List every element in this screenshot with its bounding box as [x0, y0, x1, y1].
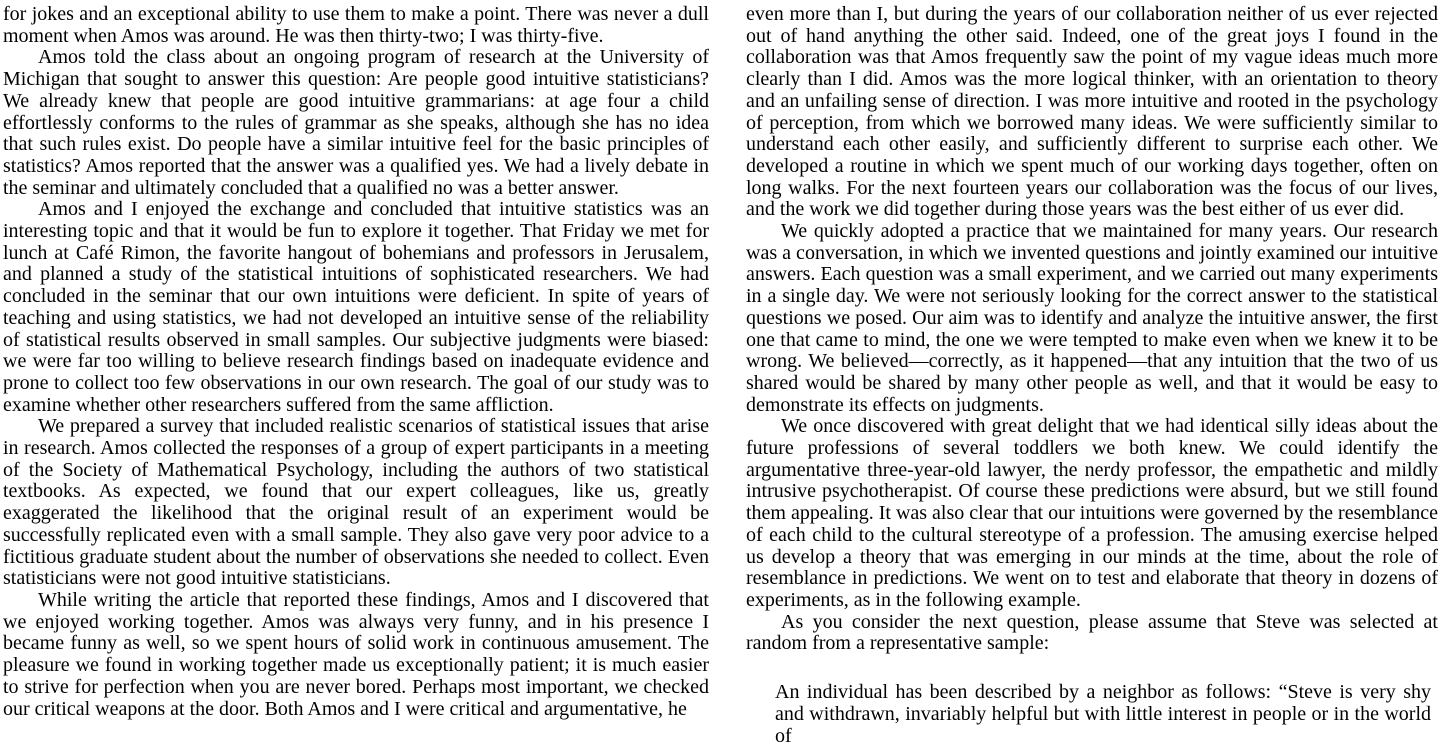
left-text-column [3, 4, 709, 720]
right-text-column [746, 4, 1438, 747]
paragraph: We once discovered with great delight that we had identical silly ideas about the future professions of several toddlers we both knew. We could identify the argumentative three-year-old lawyer, the nerdy professor, the empathetic and mildly intrusive psychotherapist. Of course these predictions were absurd, but we still found them appealing. It was also clear that our intuitions were governed by the resemblance of each child to the cultural stereotype of a profession. The amusing exercise helped us develop a theory that was emerging in our minds at the time, about the role of resemblance in predictions. We went on to test and elaborate that theory in dozens of experiments, as in the following example. [746, 415, 1438, 611]
paragraph: even more than I, but during the years of our collaboration neither of us ever rejected out of hand anything the other said. Indeed, one of the great joys I found in the collaboration was that Amos frequently saw the point of my vague ideas much more clearly than I did. Amos was the more logical thinker, with an orientation to theory and an unfailing sense of direction. I was more intuitive and rooted in the psychology of perception, from which we borrowed many ideas. We were sufficiently similar to understand each other easily, and sufficiently different to surprise each other. We developed a routine in which we spent much of our working days together, often on long walks. For the next fourteen years our collaboration was the focus of our lives, and the work we did together during those years was the best either of us ever did. [746, 3, 1438, 221]
paragraph: We quickly adopted a practice that we maintained for many years. Our research was a conversation, in which we invented questions and jointly examined our intuitive answers. Each question was a small experiment, and we carried out many experiments in a single day. We were not seriously looking for the correct answer to the statistical questions we posed. Our aim was to identify and analyze the intuitive answer, the first one that came to mind, the one we were tempted to make even when we knew it to be wrong. We believed—correctly, as it happened—that any intuition that the two of us shared would be shared by many other people as well, and that it would be easy to demonstrate its effects on judgments. [746, 220, 1438, 416]
paragraph: Amos told the class about an ongoing program of research at the University of Michigan that sought to answer this question: Are people good intuitive statisticians? We already knew that people are good intuitive grammarians: at age four a child effortlessly conforms to the rules of grammar as she speaks, although she has no idea that such rules exist. Do people have a similar intuitive feel for the basic principles of statistics? Amos reported that the answer was a qualified yes. We had a lively debate in the seminar and ultimately concluded that a qualified no was a better answer. [3, 46, 709, 199]
paragraph: Amos and I enjoyed the exchange and concluded that intuitive statistics was an interesting topic and that it would be fun to explore it together. That Friday we met for lunch at Café Rimon, the favorite hangout of bohemians and professors in Jerusalem, and planned a study of the statistical intuitions of sophisticated researchers. We had concluded in the seminar that our own intuitions were deficient. In spite of years of teaching and using statistics, we had not developed an intuitive sense of the reliability of statistical results observed in small samples. Our subjective judgments were biased: we were far too willing to believe research findings based on inadequate evidence and prone to collect too few observations in our own research. The goal of our study was to examine whether other researchers suffered from the same affliction. [3, 198, 709, 416]
paragraph: As you consider the next question, please assume that Steve was selected at random from a representative sample: [746, 610, 1438, 655]
paragraph: We prepared a survey that included realistic scenarios of statistical issues that arise in research. Amos collected the responses of a group of expert participants in a meeting of the Society of Mathematical Psychology, including the authors of two statistical textbooks. As expected, we found that our expert colleagues, like us, greatly exaggerated the likelihood that the original result of an experiment would be successfully replicated even with a small sample. They also gave very poor advice to a fictitious graduate student about the number of observations she needed to collect. Even statisticians were not good intuitive statisticians. [3, 415, 709, 590]
paragraph: for jokes and an exceptional ability to use them to make a point. There was never a dull moment when Amos was around. He was then thirty-two; I was thirty-five. [3, 3, 709, 47]
quote-paragraph: An individual has been described by a neighbor as follows: “Steve is very shy and withdrawn, invariably helpful but with little interest in people or in the world of [775, 681, 1431, 747]
paragraph: While writing the article that reported these findings, Amos and I discovered that we enjoyed working together. Amos was always very funny, and in his presence I became funny as well, so we spent hours of solid work in continuous amusement. The pleasure we found in working together made us exceptionally patient; it is much easier to strive for perfection when you are never bored. Perhaps most important, we checked our critical weapons at the door. Both Amos and I were critical and argumentative, he [3, 588, 709, 720]
steve-description-quote [746, 682, 1438, 747]
